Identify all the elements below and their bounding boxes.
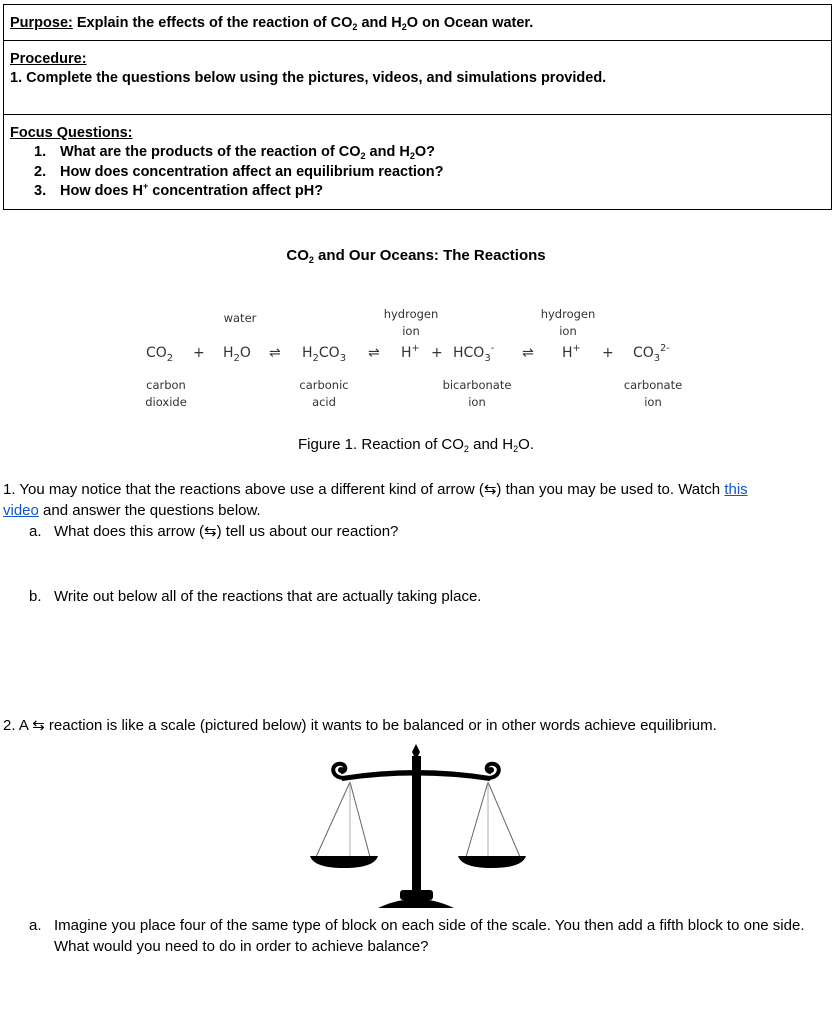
balance-scale-illustration [308, 740, 528, 910]
reaction-figure [0, 300, 839, 420]
species-co2 [146, 345, 174, 364]
purpose-text: and H [357, 15, 402, 31]
superscript: 2- [660, 343, 670, 354]
scale-left-curl-dot [338, 767, 344, 773]
plus-sign: + [431, 345, 443, 361]
list-number: 1. [34, 144, 47, 160]
section-title [0, 247, 832, 264]
label-line: ion [559, 324, 577, 338]
formula: O [239, 345, 251, 361]
video-link[interactable]: this [724, 481, 748, 498]
subscript: 2 [401, 22, 407, 32]
species-h-plus-1 [401, 345, 420, 361]
caption-text: O. [518, 436, 534, 453]
species-h2o [223, 345, 251, 364]
label-line: acid [312, 395, 336, 409]
label-line: dioxide [145, 395, 187, 409]
scale-right-chain [466, 782, 488, 857]
plus-sign: + [602, 345, 614, 361]
subscript: 2 [308, 255, 314, 265]
label-water: water [223, 311, 257, 325]
equilibrium-arrow: ⇌ [368, 345, 380, 361]
question-text: Write out below all of the reactions that are actually taking place. [54, 588, 482, 605]
question-text: O? [414, 144, 435, 160]
list-letter: b. [29, 588, 42, 605]
subscript: 2 [312, 353, 319, 364]
procedure-label: Procedure: [10, 51, 87, 67]
focus-question-3 [10, 182, 825, 202]
label-line: hydrogen [383, 307, 439, 321]
focus-label: Focus Questions: [10, 125, 133, 141]
list-letter: a. [29, 917, 42, 934]
species-hco3 [453, 343, 495, 364]
label-line: ion [468, 395, 486, 409]
label-bicarbonate-ion [434, 377, 520, 411]
formula: H [302, 345, 313, 361]
scale-base-block [400, 890, 433, 900]
label-carbonic-acid [289, 377, 359, 411]
equilibrium-arrow: ⇌ [269, 345, 281, 361]
purpose-label: Purpose: [10, 15, 73, 31]
question-2a [29, 915, 819, 957]
focus-questions-box [3, 114, 832, 210]
question-text: concentration affect pH? [148, 183, 324, 199]
question-1 [3, 479, 818, 521]
procedure-step-1: 1. Complete the questions below using the pictures, videos, and simulations provided. [10, 70, 607, 86]
focus-question-1 [10, 143, 825, 163]
caption-text: and H [468, 436, 514, 453]
equilibrium-arrow: ⇌ [522, 345, 534, 361]
question-text: What does this arrow (⇆) tell us about our reaction? [54, 523, 399, 540]
subscript: 3 [339, 353, 347, 364]
title-text: CO [286, 247, 309, 264]
species-co3 [633, 343, 670, 364]
superscript: + [142, 181, 149, 191]
label-carbonate-ion [613, 377, 693, 411]
question-text: and answer the questions below. [38, 502, 261, 519]
label-line: bicarbonate [442, 378, 512, 392]
question-text: How does H [60, 183, 143, 199]
scale-post [412, 756, 421, 894]
formula: H [562, 345, 573, 361]
subscript: 2 [352, 22, 358, 32]
scale-right-chain [488, 782, 520, 857]
formula: H [401, 345, 412, 361]
purpose-text: O on Ocean water. [406, 15, 534, 31]
question-text: How does concentration affect an equilibrium reaction? [60, 163, 444, 180]
focus-questions-list [10, 143, 825, 202]
formula: H [223, 345, 234, 361]
subscript: 2 [513, 444, 519, 454]
superscript: - [490, 343, 495, 354]
label-line: ion [644, 395, 662, 409]
subscript: 3 [653, 353, 661, 364]
plus-sign: + [193, 345, 205, 361]
scale-right-pan [458, 856, 526, 868]
species-h-plus-2 [562, 345, 581, 361]
question-1b [29, 586, 481, 607]
procedure-box [3, 40, 832, 115]
list-number: 3. [34, 183, 47, 199]
title-text: and Our Oceans: The Reactions [313, 247, 546, 264]
question-text: What are the products of the reaction of CO [60, 144, 361, 160]
question-text: Imagine you place four of the same type of block on each side of the scale. You then add a fifth block to one side. What would you need to do in order to achieve balance? [54, 917, 805, 955]
species-h2co3 [302, 345, 347, 364]
subscript: 2 [233, 353, 240, 364]
figure-caption [0, 436, 832, 453]
formula: HCO [453, 345, 485, 361]
scale-right-curl-dot [488, 767, 494, 773]
superscript: + [411, 343, 420, 354]
subscript: 2 [409, 151, 415, 161]
subscript: 2 [463, 444, 469, 454]
label-line: carbon [146, 378, 186, 392]
question-1a [29, 521, 398, 542]
label-line: carbonic [299, 378, 349, 392]
label-carbon-dioxide [136, 377, 196, 411]
label-hydrogen-ion-2 [532, 306, 604, 340]
subscript: 2 [166, 353, 174, 364]
caption-text: Figure 1. Reaction of CO [298, 436, 464, 453]
subscript: 3 [484, 353, 491, 364]
focus-question-2 [10, 163, 825, 183]
question-2: 2. A ⇆ reaction is like a scale (pictured below) it wants to be balanced or in other words achieve equilibrium. [3, 717, 717, 734]
formula: CO [633, 345, 654, 361]
label-hydrogen-ion-1 [375, 306, 447, 340]
purpose-text: Explain the effects of the reaction of CO [72, 15, 353, 31]
scale-left-chain [316, 782, 350, 857]
label-line: hydrogen [540, 307, 596, 321]
purpose-box [3, 4, 832, 41]
question-text: and H [365, 144, 410, 160]
scale-left-chain [350, 782, 370, 857]
label-line: carbonate [623, 378, 683, 392]
formula: CO [318, 345, 340, 361]
superscript: + [572, 343, 581, 354]
scale-left-pan [310, 856, 378, 868]
label-line: ion [402, 324, 420, 338]
question-text: 1. You may notice that the reactions above use a different kind of arrow (⇆) than you may be used to. Watch [3, 481, 725, 498]
list-number: 2. [34, 163, 47, 180]
video-link[interactable]: video [3, 502, 39, 519]
subscript: 2 [360, 151, 366, 161]
scale-base [378, 899, 454, 908]
list-letter: a. [29, 523, 42, 540]
scale-figure [310, 744, 526, 908]
formula: CO [146, 345, 167, 361]
